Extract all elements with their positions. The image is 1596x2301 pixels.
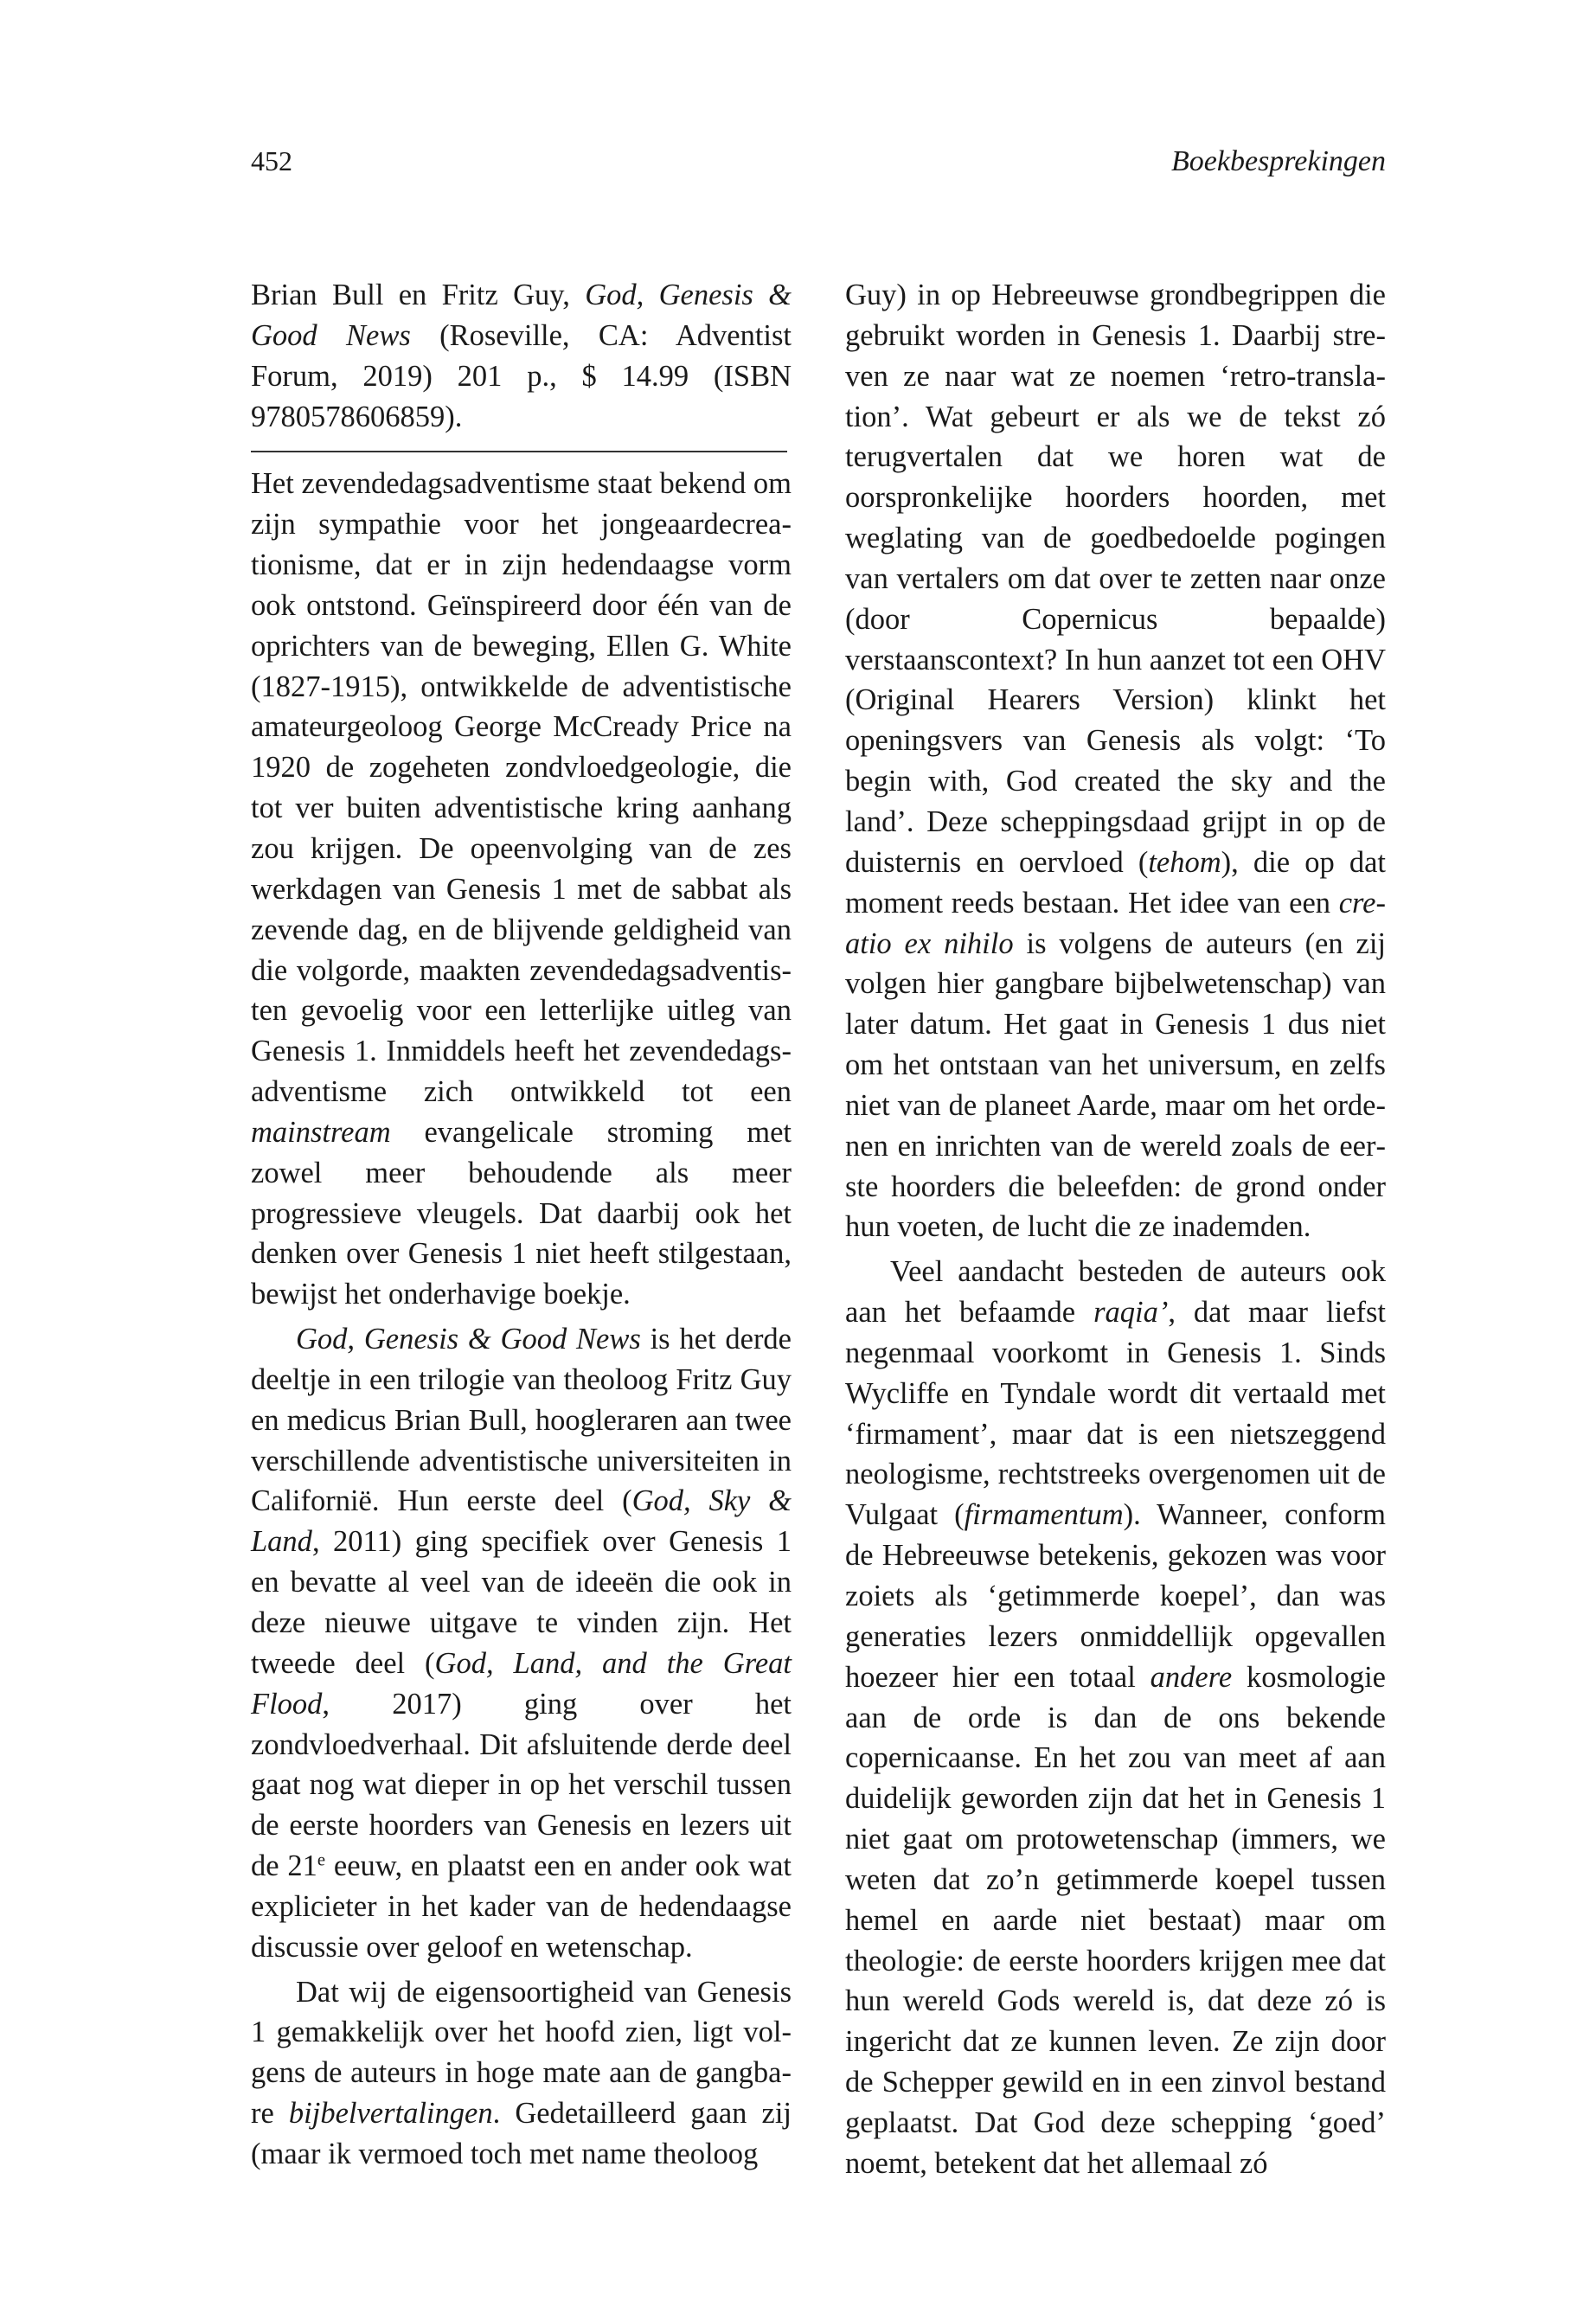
paragraph-1: Het zevendedagsadventisme staat bekend om zijn sympathie voor het jongeaardecreationisme, dat er in zijn hedendaagse vorm ook ontstond. Geïnspireerd door één van de oprichters van de beweging, Ellen G. White (1827-1915), ontwikkelde de adventistische amateurgeoloog George McCready Price na 1920 de zogeheten zondvloedgeologie, die tot ver buiten adventistische kring aanhang zou krijgen. De opeenvolging van de zes werkdagen van Genesis 1 met de sabbat als zevende dag, en de blijvende geldigheid van die volgorde, maakten zevendedagsadventisten gevoelig voor een letterlijke uitleg van Genesis 1. Inmiddels heeft het zevendedagsadventisme zich ontwikkeld tot een mainstream evangelicale stroming met zowel meer behoudende als meer progressieve vleugels. Dat daarbij ook het denken over Genesis 1 niet heeft stilgestaan, bewijst het onderhavige boekje. [251,467,792,1311]
page-header [251,145,1386,180]
bibliographic-entry [251,275,792,437]
running-title: Boekbesprekingen [1171,145,1386,177]
page-number: 452 [251,145,292,176]
paragraph-2: God, Genesis & Good News is het derde deeltje in een trilogie van theoloog Fritz Guy en medicus Brian Bull, hoogleraren aan twee verschillende adventistische universiteiten in Californië. Hun eerste deel (God, Sky & Land, 2011) ging specifiek over Genesis 1 en bevatte al veel van de ideeën die ook in deze nieuwe uitgave te vinden zijn. Het tweede deel (God, Land, and the Great Flood, 2017) ging over het zondvloedverhaal. Dit afsluitende derde deel gaat nog wat dieper in op het verschil tussen de eerste hoorders van Genesis en lezers uit de 21e eeuw, en plaatst een en ander ook wat explicieter in het kader van de hedendaagse discussie over geloof en wetenschap. [251,1323,792,1964]
book-details: (Roseville, CA: Adventist Forum, 2019) 201 p., $ 14.99 (ISBN 9780578606859). [251,318,792,433]
book-authors: Brian Bull en Fritz Guy, [251,279,586,311]
book-title: God, Genesis & Good News [251,279,792,352]
divider-rule [251,451,787,452]
right-column [845,275,1386,2184]
paragraph-3: Dat wij de eigensoortigheid van Genesis 1 gemakkelijk over het hoofd zien, ligt volgens de auteurs in hoge mate aan de gangbare bijbelvertalingen. Gedetailleerd gaan zij (maar ik vermoed toch met name theoloog [251,1975,792,2170]
paragraph-5: Veel aandacht besteden de auteurs ook aan het befaamde raqia’, dat maar liefst negenmaal voorkomt in Genesis 1. Sinds Wycliffe en Tyndale wordt dit vertaald met ‘firmament’, maar dat is een nietszeggend neologisme, rechtstreeks overgenomen uit de Vulgaat (firmamentum). Wanneer, conform de Hebreeuwse betekenis, gekozen was voor zoiets als ‘getimmerde koepel’, dan was generaties lezers onmiddellijk opgevallen hoezeer hier een totaal andere kosmologie aan de orde is dan de ons bekende copernicaanse. En het zou van meet af aan duidelijk geworden zijn dat het in Genesis 1 niet gaat om protowetenschap (immers, we weten dat zo’n getimmerde koepel tussen hemel en aarde niet bestaat) maar om theologie: de eerste hoorders krijgen mee dat hun wereld Gods wereld is, dat deze zó is ingericht dat ze kunnen leven. Ze zijn door de Schepper gewild en in een zinvol bestand geplaatst. Dat God deze schepping ‘goed’ noemt, betekent dat het allemaal zó [845,1255,1386,2180]
paragraph-4: Guy) in op Hebreeuwse grondbegrippen die gebruikt worden in Genesis 1. Daarbij streven ze naar wat ze noemen ‘retro-translation’. Wat gebeurt er als we de tekst zó terugvertalen dat we horen wat de oorspronkelijke hoorders hoorden, met weglating van de goedbedoelde pogingen van vertalers om dat over te zetten naar onze (door Copernicus bepaalde) verstaanscontext? In hun aanzet tot een OHV (Original Hearers Version) klinkt het openingsvers van Genesis als volgt: ‘To begin with, God created the sky and the land’. Deze scheppingsdaad grijpt in op de duisternis en oervloed (tehom), die op dat moment reeds bestaan. Het idee van een creatio ex nihilo is volgens de auteurs (en zij volgen hier gangbare bijbelwetenschap) van later datum. Het gaat in Genesis 1 dus niet om het ontstaan van het universum, en zelfs niet van de planeet Aarde, maar om het ordenen en inrichten van de wereld zoals de eerste hoorders die beleefden: de grond onder hun voeten, de lucht die ze inademden. [845,279,1386,1244]
left-column [251,275,792,2175]
